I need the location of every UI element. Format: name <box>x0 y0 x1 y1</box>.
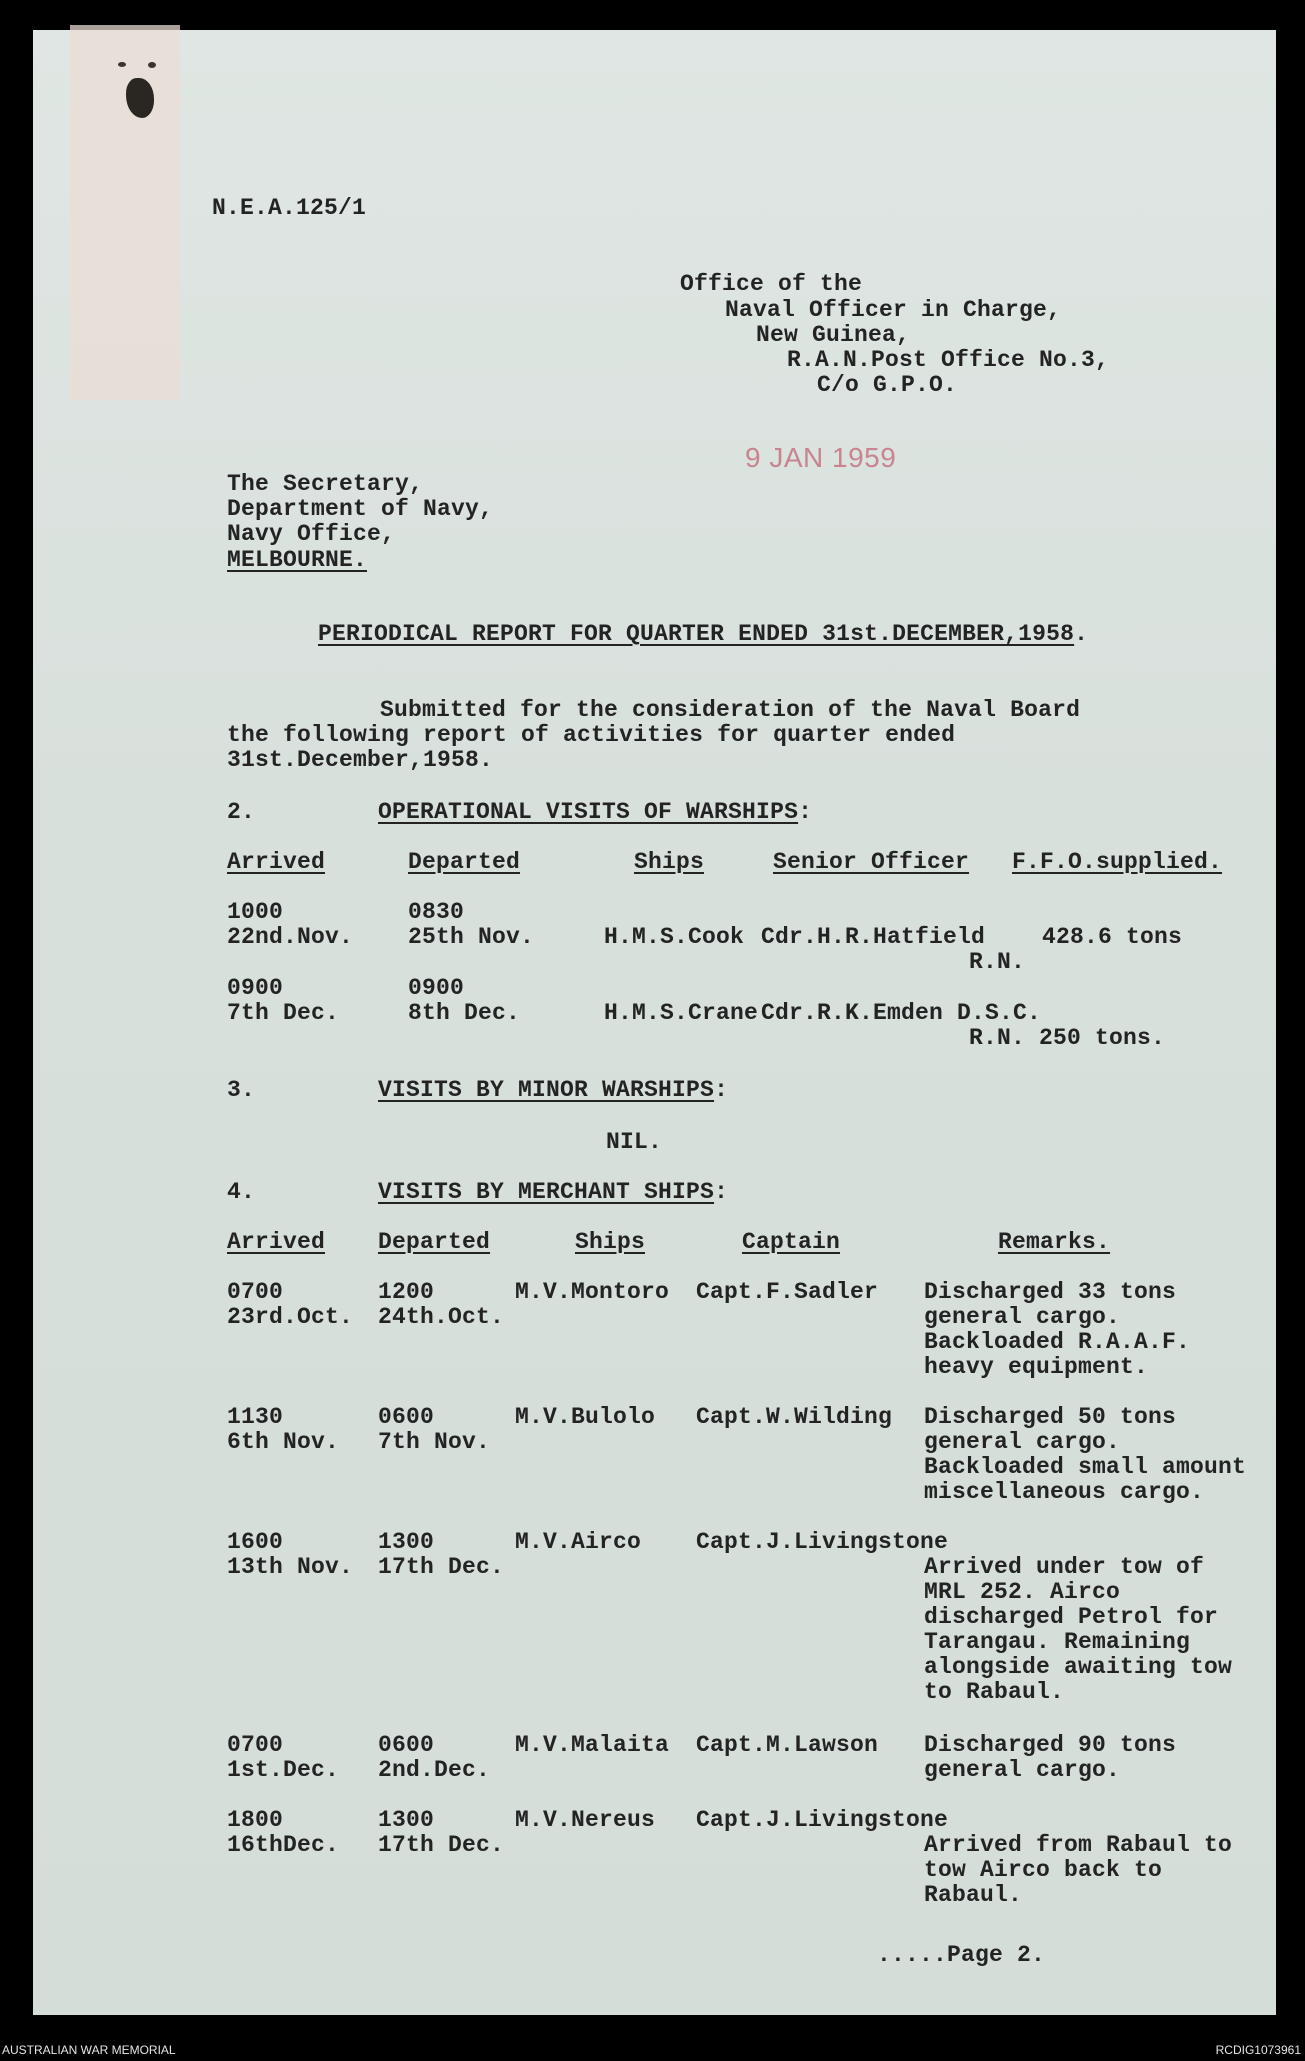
captain-name: Capt.W.Wilding <box>696 1404 893 1430</box>
departure-time: 0900 <box>408 975 465 1001</box>
departure-date: 24th.Oct. <box>378 1304 505 1330</box>
departure-time: 1200 <box>378 1279 435 1305</box>
punch-hole-small <box>118 62 126 67</box>
arrival-time: 1000 <box>227 899 284 925</box>
departure-time: 0830 <box>408 899 465 925</box>
arrival-date: 23rd.Oct. <box>227 1304 354 1330</box>
remarks-line: miscellaneous cargo. <box>924 1479 1205 1505</box>
remarks-line: Discharged 50 tons <box>924 1404 1177 1430</box>
senior-officer: Cdr.H.R.Hatfield <box>761 924 986 950</box>
ship-name: M.V.Nereus <box>515 1807 656 1833</box>
addressee-city: MELBOURNE. <box>227 547 368 573</box>
remarks-line: discharged Petrol for <box>924 1604 1219 1630</box>
remarks-line: general cargo. <box>924 1304 1121 1330</box>
date-stamp: 9 JAN 1959 <box>745 442 897 473</box>
remarks-line: Arrived under tow of <box>924 1554 1205 1580</box>
remarks-line: heavy equipment. <box>924 1354 1149 1380</box>
ffo-supplied: 428.6 tons <box>1042 924 1183 950</box>
arrival-date: 13th Nov. <box>227 1554 354 1580</box>
column-header-ships: Ships <box>634 849 705 875</box>
punch-hole-small <box>148 62 156 68</box>
intro-line: the following report of activities for quarter ended <box>227 722 956 748</box>
arrival-time: 1800 <box>227 1807 284 1833</box>
section-heading-text: VISITS BY MINOR WARSHIPS <box>378 1077 715 1103</box>
addressee-line: The Secretary, <box>227 471 424 497</box>
departure-date: 8th Dec. <box>408 1000 521 1026</box>
remarks-line: Discharged 33 tons <box>924 1279 1177 1305</box>
column-header-officer: Senior Officer <box>773 849 970 875</box>
ship-name: M.V.Malaita <box>515 1732 670 1758</box>
arrival-time: 1600 <box>227 1529 284 1555</box>
adhesive-tape <box>70 25 180 400</box>
ship-name: M.V.Montoro <box>515 1279 670 1305</box>
remarks-line: Arrived from Rabaul to <box>924 1832 1233 1858</box>
departure-date: 17th Dec. <box>378 1832 505 1858</box>
departure-time: 1300 <box>378 1529 435 1555</box>
addressee-line: Navy Office, <box>227 521 396 547</box>
remarks-line: Backloaded R.A.A.F. <box>924 1329 1191 1355</box>
section-value: NIL. <box>606 1129 663 1155</box>
remarks-line: MRL 252. Airco <box>924 1579 1121 1605</box>
column-header-ffo: F.F.O.supplied. <box>1012 849 1223 875</box>
remarks-line: general cargo. <box>924 1757 1121 1783</box>
departure-time: 0600 <box>378 1404 435 1430</box>
report-title: PERIODICAL REPORT FOR QUARTER ENDED 31st.DECEMBER,1958. <box>318 621 1089 647</box>
arrival-date: 1st.Dec. <box>227 1757 340 1783</box>
report-title-text: PERIODICAL REPORT FOR QUARTER ENDED 31st.DECEMBER,1958 <box>318 621 1075 647</box>
remarks-line: Discharged 90 tons <box>924 1732 1177 1758</box>
departure-date: 2nd.Dec. <box>378 1757 491 1783</box>
archive-label: AUSTRALIAN WAR MEMORIAL <box>2 2043 176 2057</box>
ship-name: M.V.Bulolo <box>515 1404 656 1430</box>
senior-officer: Cdr.R.K.Emden D.S.C. <box>761 1000 1042 1026</box>
column-header-arrived: Arrived <box>227 1229 326 1255</box>
remarks-line: general cargo. <box>924 1429 1121 1455</box>
captain-name: Capt.F.Sadler <box>696 1279 879 1305</box>
arrival-time: 1130 <box>227 1404 284 1430</box>
departure-date: 25th Nov. <box>408 924 535 950</box>
sender-line: R.A.N.Post Office No.3, <box>787 347 1110 373</box>
departure-date: 7th Nov. <box>378 1429 491 1455</box>
section-heading: VISITS BY MINOR WARSHIPS: <box>378 1077 729 1103</box>
ship-name: H.M.S.Cook <box>604 924 745 950</box>
sender-line: C/o G.P.O. <box>817 372 958 398</box>
captain-name: Capt.J.Livingstone <box>696 1529 949 1555</box>
column-header-captain: Captain <box>742 1229 841 1255</box>
remarks-line: tow Airco back to <box>924 1857 1163 1883</box>
ship-name: H.M.S.Crane <box>604 1000 759 1026</box>
ship-name: M.V.Airco <box>515 1529 642 1555</box>
column-header-departed: Departed <box>378 1229 491 1255</box>
remarks-line: Tarangau. Remaining <box>924 1629 1191 1655</box>
page-continuation: .....Page 2. <box>877 1942 1046 1968</box>
column-header-departed: Departed <box>408 849 521 875</box>
remarks-line: Rabaul. <box>924 1882 1023 1908</box>
remarks-line: Backloaded small amount <box>924 1454 1247 1480</box>
column-header-ships: Ships <box>575 1229 646 1255</box>
departure-time: 0600 <box>378 1732 435 1758</box>
arrival-date: 6th Nov. <box>227 1429 340 1455</box>
section-heading-text: OPERATIONAL VISITS OF WARSHIPS <box>378 799 799 825</box>
section-heading-text: VISITS BY MERCHANT SHIPS <box>378 1179 715 1205</box>
captain-name: Capt.M.Lawson <box>696 1732 879 1758</box>
intro-line: 31st.December,1958. <box>227 747 494 773</box>
section-number: 2. <box>227 799 256 825</box>
arrival-date: 22nd.Nov. <box>227 924 354 950</box>
remarks-line: to Rabaul. <box>924 1679 1065 1705</box>
officer-service: R.N. 250 tons. <box>969 1025 1166 1051</box>
departure-time: 1300 <box>378 1807 435 1833</box>
arrival-date: 7th Dec. <box>227 1000 340 1026</box>
sender-line: New Guinea, <box>756 322 911 348</box>
intro-line: Submitted for the consideration of the Naval Board <box>380 697 1081 723</box>
column-header-remarks: Remarks. <box>998 1229 1111 1255</box>
arrival-time: 0700 <box>227 1279 284 1305</box>
section-heading: VISITS BY MERCHANT SHIPS: <box>378 1179 729 1205</box>
officer-service: R.N. <box>969 949 1026 975</box>
arrival-time: 0900 <box>227 975 284 1001</box>
file-reference: N.E.A.125/1 <box>212 195 367 221</box>
arrival-time: 0700 <box>227 1732 284 1758</box>
section-number: 3. <box>227 1077 256 1103</box>
departure-date: 17th Dec. <box>378 1554 505 1580</box>
captain-name: Capt.J.Livingstone <box>696 1807 949 1833</box>
addressee-line: Department of Navy, <box>227 496 494 522</box>
section-heading: OPERATIONAL VISITS OF WARSHIPS: <box>378 799 813 825</box>
archive-id: RCDIG1073961 <box>1215 2043 1301 2057</box>
remarks-line: alongside awaiting tow <box>924 1654 1233 1680</box>
sender-line: Office of the <box>680 271 863 297</box>
arrival-date: 16thDec. <box>227 1832 340 1858</box>
sender-line: Naval Officer in Charge, <box>725 297 1062 323</box>
column-header-arrived: Arrived <box>227 849 326 875</box>
section-number: 4. <box>227 1179 256 1205</box>
